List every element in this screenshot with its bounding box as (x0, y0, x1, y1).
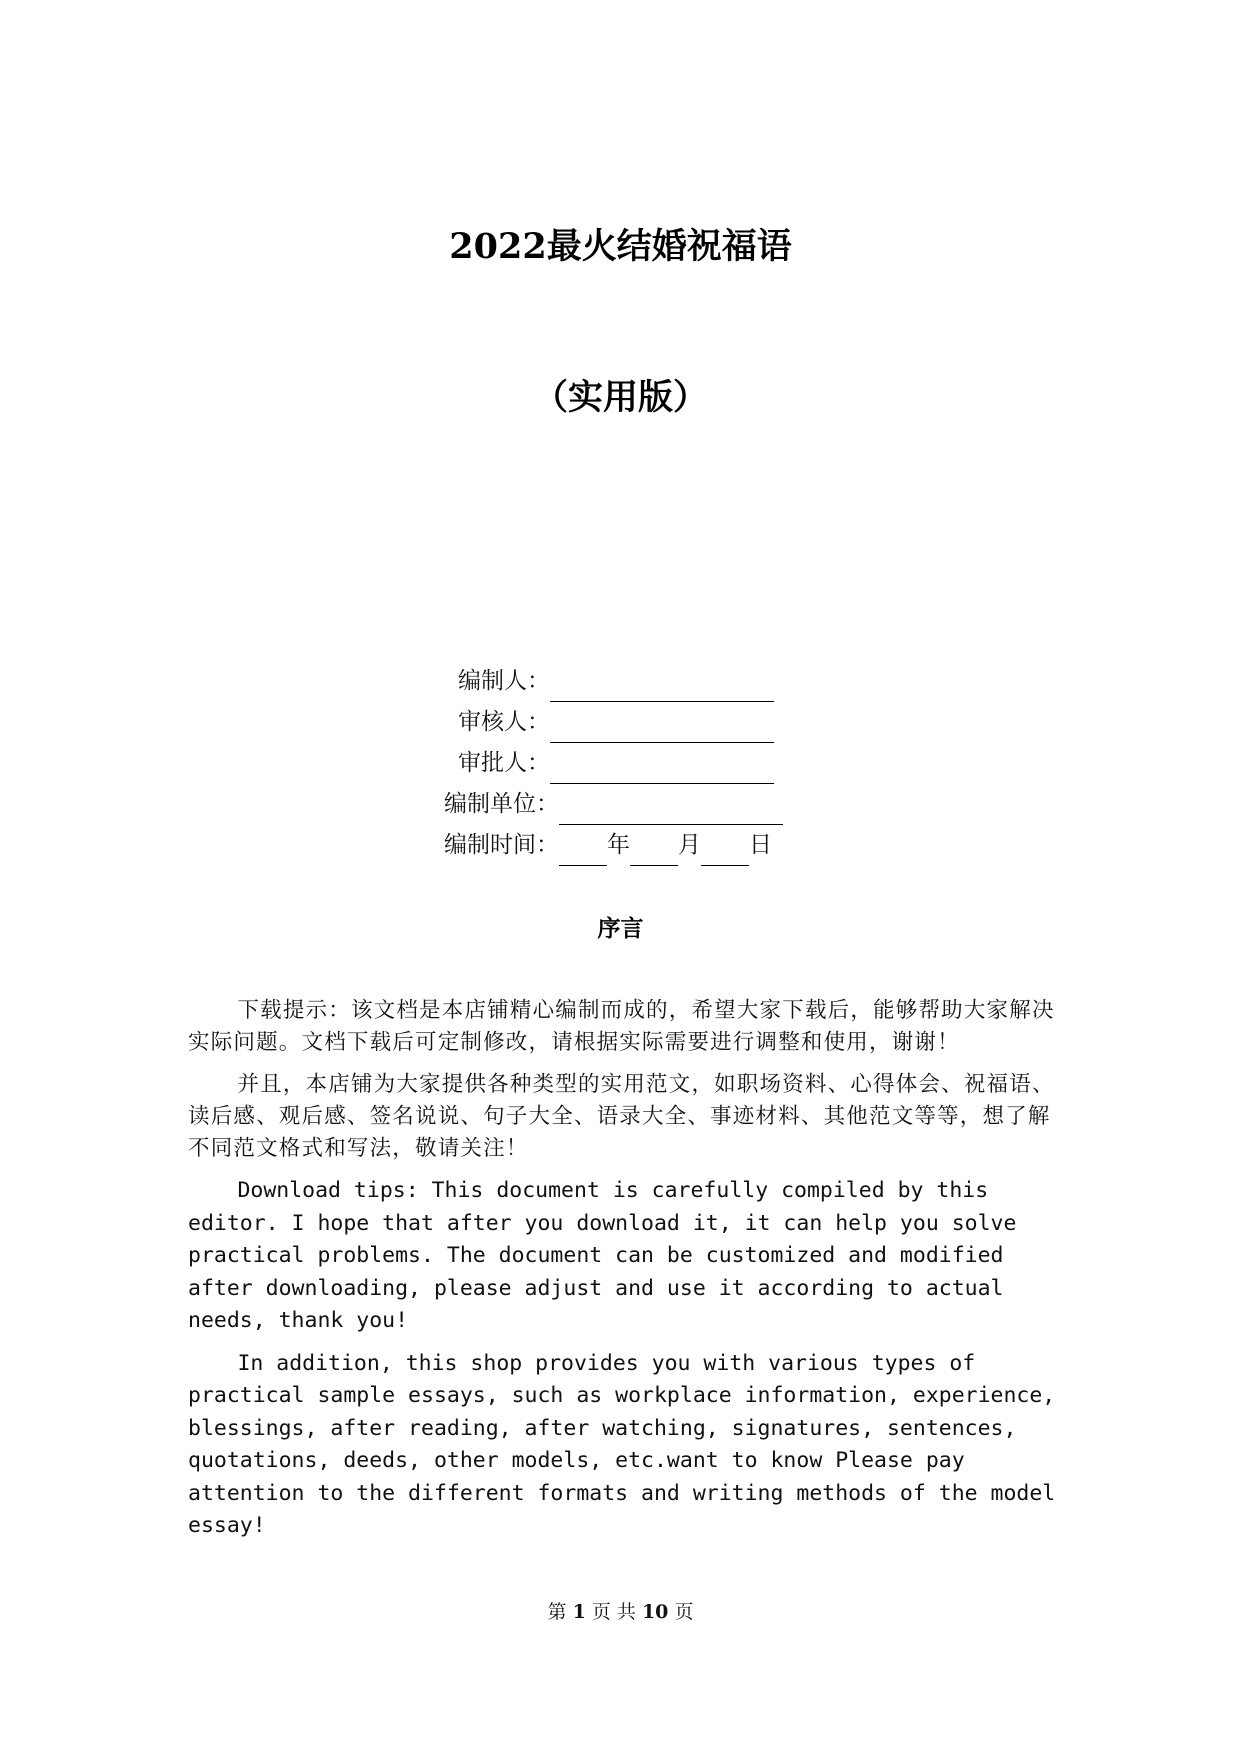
preface-paragraph-cn-2: 并且，本店铺为大家提供各种类型的实用范文，如职场资料、心得体会、祝福语、读后感、观后感、签名说说、句子大全、语录大全、事迹材料、其他范文等等，想了解不同范文格式和写法，敬请关注！ (188, 1072, 1055, 1161)
footer-middle: 页 共 (591, 1601, 636, 1623)
reviewer-label: 审核人： (458, 709, 550, 735)
footer-page-number: 1 (572, 1601, 586, 1623)
page-footer (0, 1598, 1241, 1626)
compiler-row (458, 660, 774, 702)
month-label: 月 (678, 832, 701, 858)
reviewer-row (458, 701, 774, 743)
compiler-label: 编制人： (458, 668, 550, 694)
time-label: 编制时间： (444, 832, 559, 858)
unit-blank (559, 790, 783, 825)
document-title: 2022最火结婚祝福语 (449, 226, 792, 267)
year-blank (559, 831, 607, 866)
footer-total-pages: 10 (641, 1601, 669, 1623)
preface-paragraph-en-1: Download tips: This document is carefully compiled by this editor. I hope that after you download it, it can help you solve practical problems. The document can be customized and modified after downloading, please adjust and use it according to actual needs, thank you! (188, 1178, 1017, 1333)
preface-paragraph-en-2: In addition, this shop provides you with various types of practical sample essays, such as workplace information, experience, blessings, after reading, after watching, signatures, sentences, quotations, deeds, other models, etc.want to know Please pay attention to the different formats and writing methods of the model essay! (188, 1350, 1056, 1538)
footer-prefix: 第 (547, 1601, 567, 1623)
compiler-blank (550, 667, 774, 702)
unit-label: 编制单位： (444, 791, 559, 817)
preface-paragraph-cn-1: 下载提示：该文档是本店铺精心编制而成的，希望大家下载后，能够帮助大家解决实际问题。文档下载后可定制修改，请根据实际需要进行调整和使用，谢谢！ (188, 998, 1055, 1055)
approver-blank (550, 749, 774, 784)
preface-heading: 序言 (597, 916, 644, 942)
footer-suffix: 页 (674, 1601, 694, 1623)
approver-label: 审批人： (458, 750, 550, 776)
day-blank (701, 831, 749, 866)
preface-body (188, 995, 1058, 1553)
document-subtitle: （实用版） (532, 377, 708, 418)
approver-row (458, 742, 774, 784)
time-row (444, 824, 772, 866)
unit-row (444, 783, 783, 825)
reviewer-blank (550, 708, 774, 743)
day-label: 日 (749, 832, 772, 858)
year-label: 年 (607, 832, 630, 858)
month-blank (630, 831, 678, 866)
